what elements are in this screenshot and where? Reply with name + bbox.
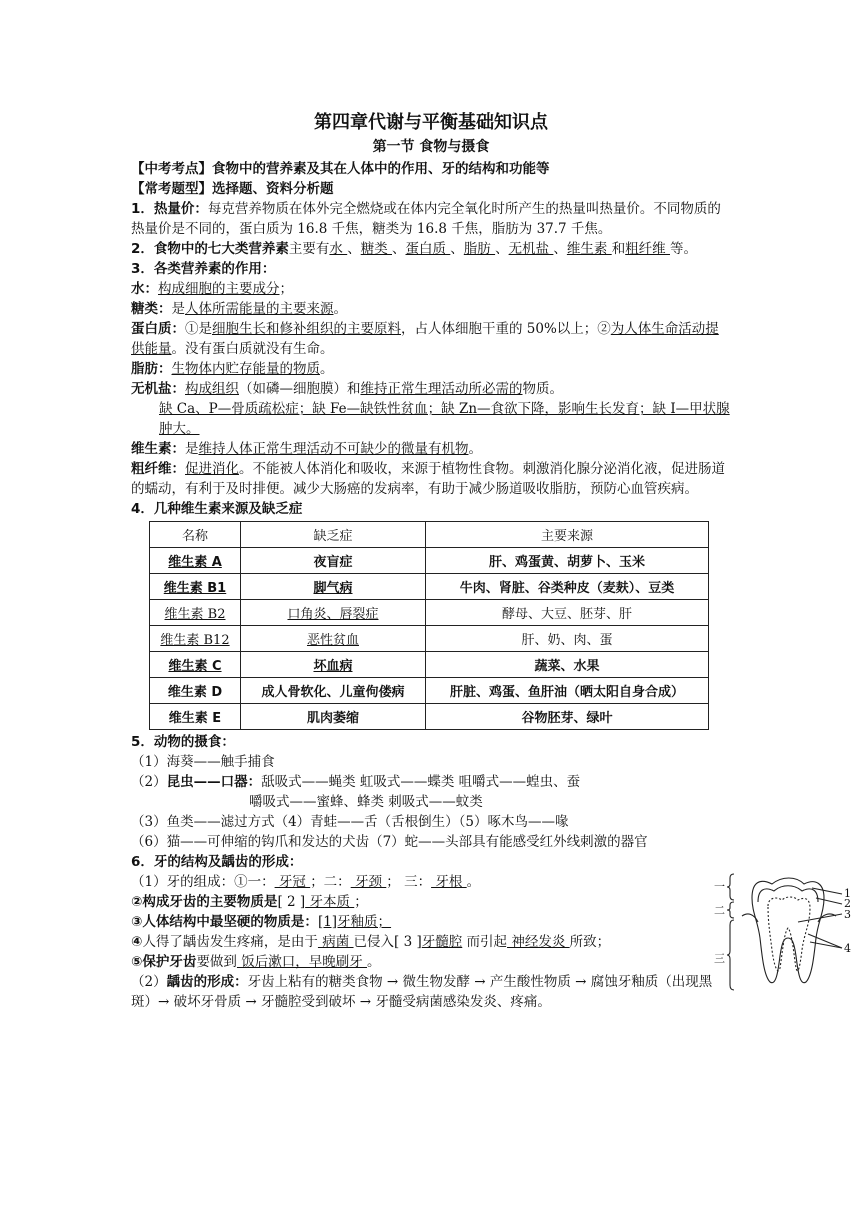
table-cell: 脚气病 [241,574,426,600]
table-row [150,574,709,600]
brace-neck [727,902,734,918]
feeding-line: （1）海葵——触手捕食 [131,754,275,770]
part-label: 3 [844,908,851,921]
sugar-role: 糖类：是人体所需能量的主要来源。 [131,301,347,317]
question-type: 【常考题型】选择题、资料分析题 [131,181,334,197]
table-header-row [150,522,709,548]
part-label: 1 [844,887,851,900]
section-title: 第一节 食物与摄食 [372,139,490,155]
table-cell: 维生素 D [150,678,241,704]
feeding-line: 嚼吸式——蜜蜂、蜂类 刺吸式——蚊类 [249,794,483,810]
table-header: 名称 [150,522,241,548]
table-cell: 肌肉萎缩 [241,704,426,730]
table-cell: 肝、鸡蛋黄、胡萝卜、玉米 [426,548,709,574]
fiber-role: 粗纤维：促进消化。不能被人体消化和吸收，来源于植物性食物。刺激消化腺分泌消化液，促进肠道的蠕动，有利于及时排便。减少大肠癌的发病率，有助于减少肠道吸收脂肪，预防心血管疾病。 [131,461,725,497]
table-cell: 成人骨软化、儿童佝偻病 [241,678,426,704]
water-role: 水：构成细胞的主要成分； [131,281,293,297]
table-cell: 肝、奶、肉、蛋 [426,626,709,652]
table-cell: 恶性贫血 [241,626,426,652]
protein-role: 蛋白质：①是细胞生长和修补组织的主要原料，占人体细胞干重的 50%以上；②为人体生命活动提供能量。没有蛋白质就没有生命。 [131,321,719,357]
table-row [150,678,709,704]
vitamin-table [149,521,709,730]
feeding-line: （3）鱼类——滤过方式（4）青蛙——舌（舌根倒生）（5）啄木鸟——喙 [131,814,569,830]
nutrient-roles-heading: 3．各类营养素的作用： [131,261,276,277]
tooth-line: ③人体结构中最坚硬的物质是：[1]牙釉质； [131,914,392,930]
table-cell: 维生素 B2 [150,600,241,626]
region-label: 三 [714,952,725,965]
tooth-line: ②构成牙齿的主要物质是[ 2 ] 牙本质 ； [131,894,368,910]
tooth-heading: 6．牙的结构及龋齿的形成： [131,854,303,870]
vitamin-table-heading: 4．几种维生素来源及缺乏症 [131,501,303,517]
table-cell: 维生素 C [150,652,241,678]
part-label: 2 [844,897,851,910]
tooth-line: （2）龋齿的形成：牙齿上粘有的糖类食物 → 微生物发酵 → 产生酸性物质 → 腐蚀牙釉质（出现黑斑）→ 破坏牙骨质 → 牙髓腔受到破坏 → 牙髓受病菌感染发炎、疼痛。 [131,974,713,1010]
table-cell: 维生素 E [150,704,241,730]
tooth-line: （1）牙的组成：①一： 牙冠 ；二： 牙颈 ； 三： 牙根 。 [131,874,481,890]
document-page [131,108,731,1012]
table-cell: 维生素 A [150,548,241,574]
heat-value-paragraph: 1．热量价：每克营养物质在体外完全燃烧或在体内完全氧化时所产生的热量叫热量价。不同物质的热量价是不同的，蛋白质为 16.8 千焦，糖类为 16.8 千焦，脂肪为 37.7 千焦。 [131,201,721,237]
tooth-diagram [712,872,858,992]
table-row [150,600,709,626]
vitamin-role: 维生素：是维持人体正常生理活动不可缺少的微量有机物。 [131,441,482,457]
table-header: 缺乏症 [241,522,426,548]
feeding-heading: 5．动物的摄食： [131,734,235,750]
table-row [150,626,709,652]
brace-crown [727,874,734,900]
tooth-line: ④人得了龋齿发生疼痛，是由于 病菌 已侵入[ 3 ]牙髓腔 而引起 神经发炎 所致； [131,934,611,950]
table-cell: 维生素 B1 [150,574,241,600]
feeding-line: （6）猫——可伸缩的钩爪和发达的犬齿（7）蛇——头部具有能感受红外线刺激的器官 [131,834,648,850]
table-cell: 夜盲症 [241,548,426,574]
table-cell: 坏血病 [241,652,426,678]
table-row [150,548,709,574]
region-label: 二 [714,904,725,917]
mineral-deficiency: 缺 Ca、P—骨质疏松症；缺 Fe—缺铁性贫血；缺 Zn—食欲下降，影响生长发育；缺 I—甲状腺肿大。 [159,401,730,437]
brace-root [727,920,734,990]
exam-point: 【中考考点】食物中的营养素及其在人体中的作用、牙的结构和功能等 [131,161,550,177]
table-row [150,652,709,678]
table-cell: 蔬菜、水果 [426,652,709,678]
mineral-role: 无机盐：构成组织（如磷—细胞膜）和维持正常生理活动所必需的物质。 [131,381,563,397]
table-header: 主要来源 [426,522,709,548]
region-label: 一 [714,880,725,893]
table-cell: 牛肉、肾脏、谷类种皮（麦麸）、豆类 [426,574,709,600]
tooth-line: ⑤保护牙齿要做到 饭后漱口，早晚刷牙 。 [131,954,381,970]
table-cell: 肝脏、鸡蛋、鱼肝油（晒太阳自身合成） [426,678,709,704]
table-cell: 口角炎、唇裂症 [241,600,426,626]
feeding-line: （2）昆虫——口器：舐吸式——蝇类 虹吸式——蝶类 咀嚼式——蝗虫、蚕 [131,774,581,790]
nutrients-paragraph: 2．食物中的七大类营养素主要有水 、糖类 、蛋白质 、脂肪 、无机盐 、维生素 和粗纤维 等。 [131,241,697,257]
table-cell: 维生素 B12 [150,626,241,652]
table-cell: 谷物胚芽、绿叶 [426,704,709,730]
fat-role: 脂肪：生物体内贮存能量的物质。 [131,361,334,377]
page-title: 第四章代谢与平衡基础知识点 [314,112,548,133]
table-cell: 酵母、大豆、胚芽、肝 [426,600,709,626]
table-row [150,704,709,730]
part-label: 4 [844,942,851,955]
